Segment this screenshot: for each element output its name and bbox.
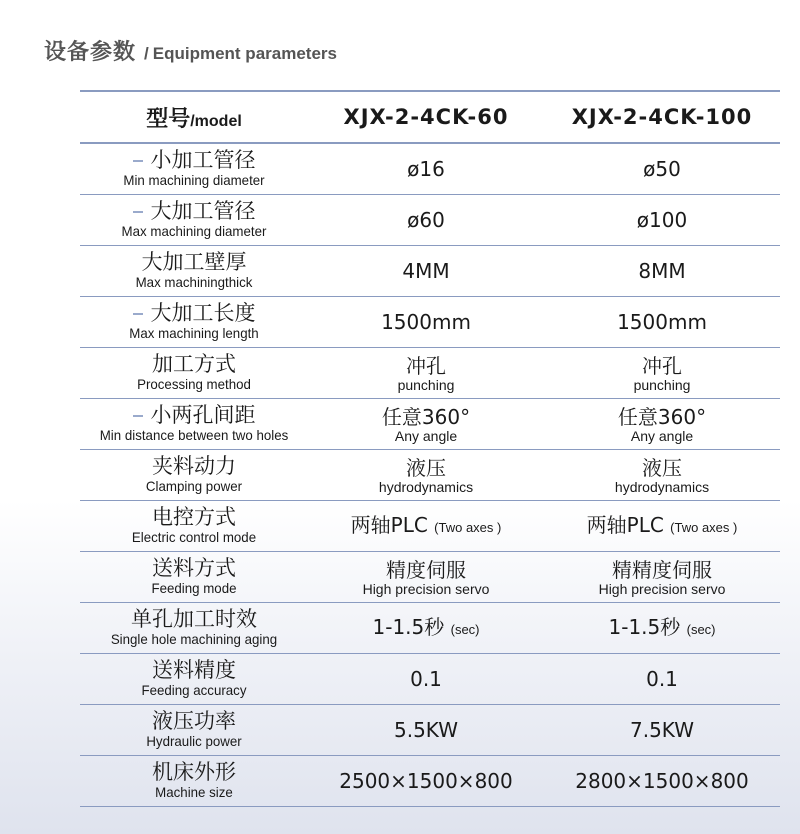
model-2-value-cell — [544, 705, 780, 756]
value-main — [544, 615, 780, 642]
model-2-value-cell — [544, 450, 780, 501]
table-row — [80, 603, 780, 654]
model-2-value-cell — [544, 552, 780, 603]
value-main-text: 精度伺服 — [386, 557, 466, 582]
model-2-value-cell — [544, 195, 780, 246]
value-main — [544, 513, 780, 540]
value-inline-note: (Two axes ) — [434, 519, 502, 535]
title-english: Equipment parameters — [152, 44, 337, 63]
value-main — [308, 558, 544, 582]
value-main — [308, 208, 544, 232]
value-main — [308, 718, 544, 742]
value-main — [544, 405, 780, 429]
value-main-text: 任意360° — [617, 404, 707, 429]
value-main — [308, 405, 544, 429]
model-label-en: /model — [190, 112, 242, 130]
value-main-text: 液压 — [406, 455, 446, 480]
parameter-name-en: Feeding mode — [151, 580, 237, 596]
value-english: Any angle — [630, 427, 694, 444]
parameter-label-cell — [80, 654, 308, 705]
value-main — [308, 310, 544, 334]
value-main-text: 7.5KW — [630, 718, 694, 742]
value-main — [544, 259, 780, 283]
parameter-name-en: Max machining length — [129, 325, 259, 341]
parameter-name-cn-text: 大加工壁厚 — [141, 251, 247, 274]
parameter-name-cn — [80, 660, 308, 682]
model-2-value-cell — [544, 143, 780, 195]
value-main-text: ø100 — [636, 208, 688, 232]
parameter-name-en: Max machining diameter — [121, 223, 267, 239]
equipment-parameters-table — [80, 90, 780, 807]
parameter-label-cell — [80, 195, 308, 246]
parameter-name-cn — [80, 762, 308, 784]
value-english: hydrodynamics — [614, 478, 710, 495]
parameter-name-en: Feeding accuracy — [141, 682, 247, 698]
value-main-text: 2800×1500×800 — [575, 769, 749, 793]
table-row — [80, 450, 780, 501]
parameter-name-cn-text: 送料方式 — [152, 557, 236, 580]
model-1-value-cell — [308, 246, 544, 297]
parameter-name-cn — [80, 303, 308, 325]
value-main — [308, 667, 544, 691]
parameter-label-cell — [80, 552, 308, 603]
value-english: hydrodynamics — [378, 478, 474, 495]
value-main — [308, 157, 544, 181]
parameter-name-en: Hydraulic power — [146, 733, 242, 749]
value-english: punching — [397, 376, 455, 393]
parameter-name-cn — [80, 201, 308, 223]
value-main — [544, 718, 780, 742]
dash-mark — [133, 211, 143, 213]
model-1-value-cell — [308, 399, 544, 450]
value-main-text: 0.1 — [410, 667, 442, 691]
value-main — [544, 456, 780, 480]
parameter-name-cn-text: 夹料动力 — [152, 455, 236, 478]
parameter-label-cell — [80, 705, 308, 756]
model-2-value-cell — [544, 654, 780, 705]
value-main-text: 1-1.5秒 — [608, 614, 681, 639]
parameter-name-cn-text: 加工方式 — [152, 353, 236, 376]
model-2-value-cell — [544, 297, 780, 348]
value-main-text: 液压 — [642, 455, 682, 480]
value-main — [544, 310, 780, 334]
value-main — [544, 558, 780, 582]
model-2-value-cell — [544, 756, 780, 807]
dash-mark — [133, 160, 143, 162]
value-main — [308, 456, 544, 480]
table-row — [80, 348, 780, 399]
value-main-text: 冲孔 — [642, 353, 682, 378]
parameter-name-cn-text: 大加工管径 — [150, 200, 256, 223]
value-main — [544, 208, 780, 232]
parameter-name-cn-text: 大加工长度 — [150, 302, 256, 325]
table-row — [80, 501, 780, 552]
model-1-value-cell — [308, 143, 544, 195]
model-1-value-cell — [308, 501, 544, 552]
value-main-text: 1-1.5秒 — [372, 614, 445, 639]
parameter-name-cn — [80, 711, 308, 733]
value-main-text: 两轴PLC — [586, 512, 664, 537]
value-main — [308, 354, 544, 378]
parameter-name-cn-text: 小两孔间距 — [150, 404, 256, 427]
value-main — [544, 354, 780, 378]
value-english: punching — [633, 376, 691, 393]
value-main-text: 1500mm — [381, 310, 471, 334]
value-main — [308, 769, 544, 793]
parameter-name-en: Electric control mode — [131, 529, 257, 545]
table-header-row — [80, 91, 780, 143]
model-2-header: XJX-2-4CK-100 — [544, 91, 780, 143]
parameter-label-cell — [80, 603, 308, 654]
model-2-value-cell — [544, 246, 780, 297]
parameter-name-cn — [80, 252, 308, 274]
table-row — [80, 143, 780, 195]
value-main-text: 0.1 — [646, 667, 678, 691]
parameter-name-cn — [80, 456, 308, 478]
model-2-value-cell — [544, 501, 780, 552]
parameter-name-en: Min distance between two holes — [99, 427, 289, 443]
value-main-text: 4MM — [402, 259, 450, 283]
parameter-label-cell — [80, 756, 308, 807]
parameter-name-cn — [80, 405, 308, 427]
parameter-label-cell — [80, 143, 308, 195]
parameter-name-en: Processing method — [137, 376, 251, 392]
parameter-name-cn-text: 小加工管径 — [150, 149, 256, 172]
value-english: High precision servo — [362, 580, 490, 597]
value-inline-note: (sec) — [450, 621, 480, 637]
title-separator: / — [144, 44, 149, 63]
table-row — [80, 705, 780, 756]
value-inline-note: (Two axes ) — [670, 519, 738, 535]
parameter-name-cn — [80, 507, 308, 529]
parameter-name-cn — [80, 558, 308, 580]
parameter-label-cell — [80, 450, 308, 501]
value-main — [308, 259, 544, 283]
model-1-value-cell — [308, 705, 544, 756]
parameter-name-cn-text: 电控方式 — [152, 506, 236, 529]
parameter-name-cn-text: 液压功率 — [152, 710, 236, 733]
value-main-text: ø16 — [407, 157, 445, 181]
value-main-text: 8MM — [638, 259, 686, 283]
model-2-value-cell — [544, 603, 780, 654]
value-main-text: 两轴PLC — [350, 512, 428, 537]
value-main-text: 任意360° — [381, 404, 471, 429]
title-chinese: 设备参数 — [44, 39, 137, 64]
value-inline-note: (sec) — [686, 621, 716, 637]
table-row — [80, 297, 780, 348]
table-row — [80, 756, 780, 807]
model-1-value-cell — [308, 195, 544, 246]
model-label-cn: 型号 — [146, 105, 191, 131]
table-row — [80, 195, 780, 246]
parameter-name-cn — [80, 150, 308, 172]
value-main-text: ø60 — [407, 208, 445, 232]
table-row — [80, 552, 780, 603]
parameter-name-cn-text: 送料精度 — [152, 659, 236, 682]
table-row — [80, 399, 780, 450]
model-1-value-cell — [308, 603, 544, 654]
parameter-label-cell — [80, 399, 308, 450]
value-main-text: 冲孔 — [406, 353, 446, 378]
model-1-value-cell — [308, 654, 544, 705]
parameter-label-cell — [80, 501, 308, 552]
parameter-name-en: Machine size — [155, 784, 233, 800]
parameter-name-en: Clamping power — [145, 478, 243, 494]
model-1-value-cell — [308, 297, 544, 348]
parameter-label-cell — [80, 348, 308, 399]
model-1-value-cell — [308, 348, 544, 399]
model-header-cell — [80, 91, 308, 143]
model-1-value-cell — [308, 450, 544, 501]
parameter-name-cn — [80, 354, 308, 376]
parameter-name-cn-text: 单孔加工时效 — [131, 608, 257, 631]
value-main — [544, 667, 780, 691]
value-main — [308, 615, 544, 642]
model-1-header: XJX-2-4CK-60 — [308, 91, 544, 143]
table-row — [80, 246, 780, 297]
value-english: High precision servo — [598, 580, 726, 597]
parameter-name-en: Min machining diameter — [123, 172, 265, 188]
dash-mark — [133, 313, 143, 315]
value-main-text: ø50 — [643, 157, 681, 181]
section-title — [44, 36, 337, 66]
parameter-name-en: Single hole machining aging — [110, 631, 278, 647]
value-main — [308, 513, 544, 540]
table-row — [80, 654, 780, 705]
value-main-text: 1500mm — [617, 310, 707, 334]
value-main-text: 5.5KW — [394, 718, 458, 742]
value-main-text: 精精度伺服 — [612, 557, 712, 582]
model-1-value-cell — [308, 756, 544, 807]
model-2-value-cell — [544, 348, 780, 399]
dash-mark — [133, 415, 143, 417]
parameter-name-cn — [80, 609, 308, 631]
table-body — [80, 143, 780, 807]
value-main — [544, 769, 780, 793]
value-main — [544, 157, 780, 181]
parameter-name-cn-text: 机床外形 — [152, 761, 236, 784]
model-2-value-cell — [544, 399, 780, 450]
value-english: Any angle — [394, 427, 458, 444]
model-1-value-cell — [308, 552, 544, 603]
parameter-name-en: Max machiningthick — [135, 274, 253, 290]
parameter-label-cell — [80, 246, 308, 297]
parameter-label-cell — [80, 297, 308, 348]
value-main-text: 2500×1500×800 — [339, 769, 513, 793]
